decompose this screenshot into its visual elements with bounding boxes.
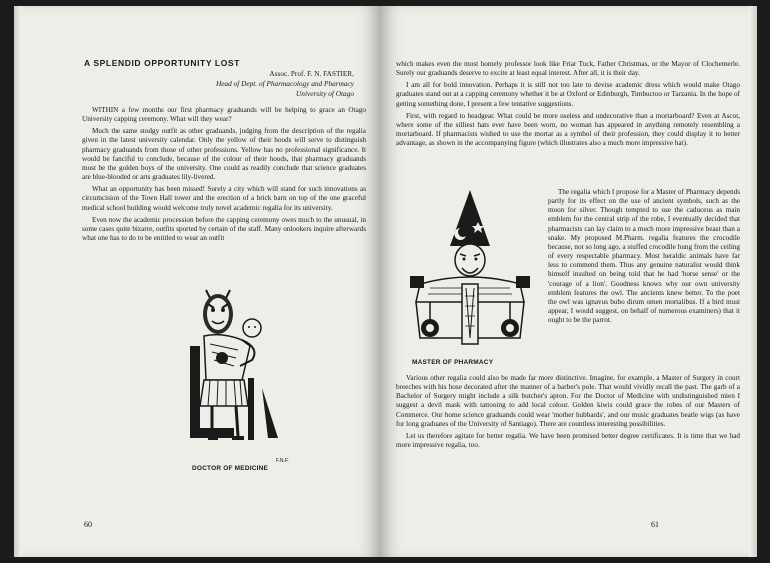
left-page: [14, 6, 380, 557]
author-name: Assoc. Prof. F. N. FASTIER,: [269, 69, 354, 78]
doctor-of-medicine-illustration: [182, 288, 292, 460]
paragraph: What an opportunity has been missed! Surely a city which will stand for such innovations as circumcision of the Town Hall tower and the erection of a brick barn on top of the one graceful medical school building would welcome truly novel academic regalia for its university.: [82, 185, 366, 212]
pharmacy-caption: MASTER OF PHARMACY: [412, 359, 494, 366]
illustration-signature: F.N.F.: [276, 458, 289, 464]
right-body-text-top: [396, 60, 740, 151]
right-page: [380, 6, 757, 557]
paragraph: WITHIN a few months our first pharmacy graduands will be helping to grace an Otago University capping ceremony. What will they wear?: [82, 106, 366, 124]
paragraph: Much the same stodgy outfit as other graduands, judging from the description of the regalia given in the latest university calendar. Only the yellow of their hoods will serve to distinguish pharmacy graduands from those of other professions. Yellow has no professional significance. It would be fanciful to conclude, because of the colour of their hoods, that pharmacy graduands must be the golden boys of the university. One could as readily conclude that science graduates are blue-blooded or arts graduates lily-livered.: [82, 127, 366, 182]
article-title: A SPLENDID OPPORTUNITY LOST: [84, 58, 240, 68]
master-of-pharmacy-illustration: [400, 188, 540, 348]
right-body-text-bottom: [396, 374, 740, 453]
paragraph: which makes even the most homely professor look like Friar Tuck, Father Christmas, or the Mayor of Clochemerle. Surely our graduands deserve to excite at least equal interest. After all, it is their day.: [396, 60, 740, 78]
paragraph: The regalia which I propose for a Master of Pharmacy depends partly for its effect on the use of ancient symbols, such as the moon for silver. Though tempted to use the caduceus as main emblem for the central strip of the robe, I eventually decided that pharmacists can lay claim to a much more impressive beast than a snake. My proposed M.Pharm. regalia features the crocodile because, not so long ago, a stuffed crocodile hung from the ceiling of every respectable pharmacy. Most heraldic animals have far less to commend them. Thus any genuine naturalist would think himself insulted on being told that he had 'horse sense' or the 'courage of a lion'. Goodness knows why our own university emblem features the owl. The ancients knew better. To the poet the owl was ignavus bubo dirum omen mortalibus. If a bird must appear, I would suggest, on behalf of numerous examiners) that it ought to be the parrot.: [548, 188, 740, 325]
book-spread: [14, 6, 757, 557]
page-number-left: 60: [84, 520, 92, 529]
byline: [216, 69, 354, 99]
author-affiliation-2: University of Otago: [296, 89, 354, 98]
right-wrap-text: [548, 188, 740, 328]
left-body-text: [82, 106, 366, 246]
page-number-right: 61: [651, 520, 659, 529]
paragraph: Even now the academic procession before the capping ceremony owes much to the unusual, in some cases quite bizarre, outfits sported by certain of the staff. Many onlookers inquire afterwards what one has to do to be entitled to wear an outfit: [82, 215, 366, 243]
paragraph: First, with regard to headgear. What could be more useless and undecorative than a mortarboard? Even at Ascot, where some of the silliest hats ever have been worn, no woman has appeared in anything remotely resembling a mortarboard. If pharmacists wished to use the mortar as a symbol of their profession, they could display it to better advantage, as shown in the accompanying figure (which illustrates also a much more impressive hat).: [396, 111, 740, 148]
page-edge: [14, 6, 22, 557]
paragraph: Let us therefore agitate for better regalia. We have been promised better degree certificates. It is time that we had more impressive regalia, too.: [396, 431, 740, 450]
paragraph: Various other regalia could also be made far more distinctive. Imagine, for example, a Master of Surgery in court breeches with his hose decorated after the manner of a barber's pole. That would vividly recall the past. The garb of a Bachelor of Surgery might include a silk butcher's apron. For the Doctor of Medicine with undistinguished mien I suggest a devil mask with tattooing to add local colour. Golden kiwis could grace the robes of our Masters of Commerce. Our home science graduands could wear 'mother hubbards', and our music graduates beatle wigs (as have for long graduates of the University of Santiago). There are countless interesting possibilities.: [396, 374, 740, 428]
author-affiliation-1: Head of Dept. of Pharmacology and Pharmacy: [215, 79, 354, 88]
doctor-caption: DOCTOR OF MEDICINE: [192, 465, 269, 472]
page-edge: [749, 6, 757, 557]
paragraph: I am all for bold innovation. Perhaps it is still not too late to devise academic dress which would make Otago graduates stand out at a capping ceremony whether it be at Oxford or Edinburgh, Timbuctoo or Tarzania. In the hope of getting something done, I present a few tentative suggestions.: [396, 81, 740, 108]
